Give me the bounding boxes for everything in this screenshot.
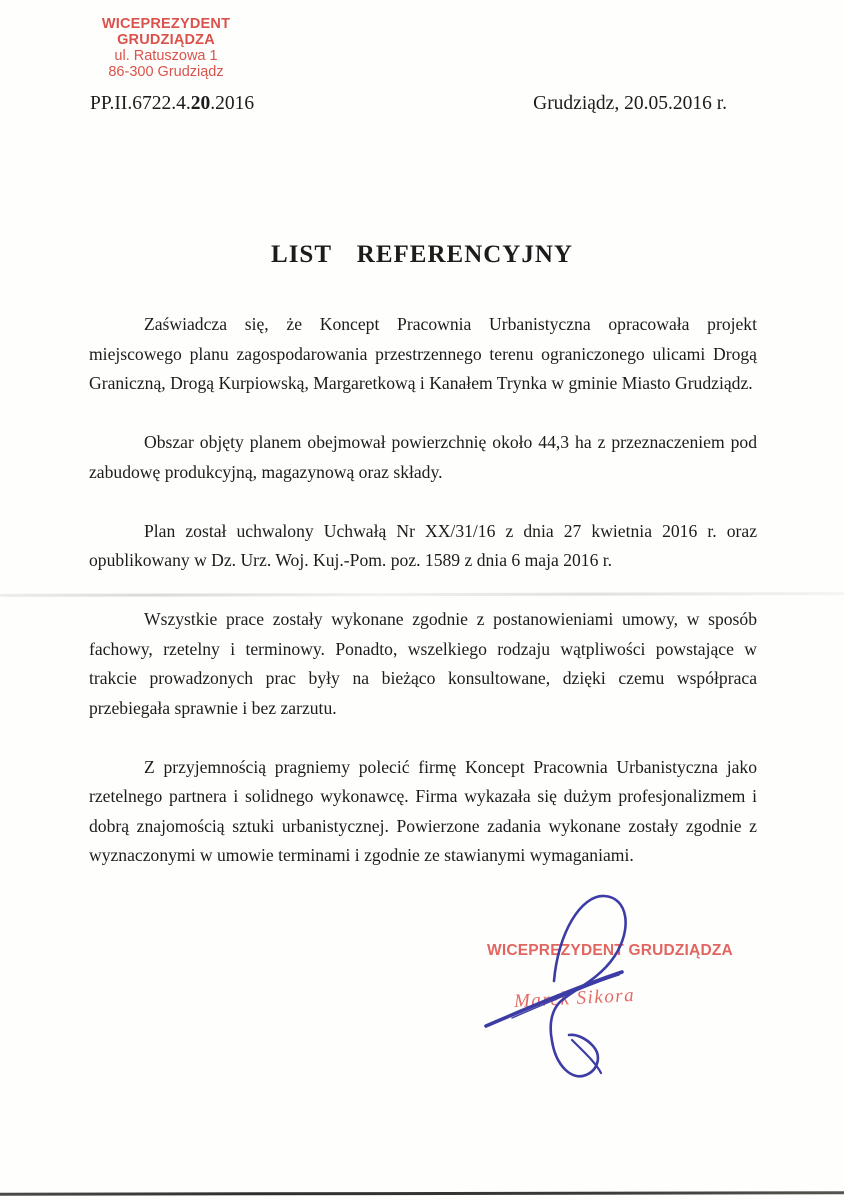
- signature-block: [440, 880, 740, 1110]
- scan-edge-line: [0, 1191, 844, 1195]
- reference-prefix: PP.II.6722.4.: [90, 93, 191, 114]
- body-paragraph: [89, 605, 757, 723]
- body-paragraph: [89, 517, 757, 576]
- document-title: LIST REFERENCYJNY: [271, 241, 573, 268]
- date-line: Grudziądz, 20.05.2016 r.: [533, 93, 727, 114]
- official-stamp-title: WICEPREZYDENT GRUDZIĄDZA: [487, 942, 733, 959]
- handwritten-signature-ink: [460, 880, 733, 1100]
- reference-bold-part: 20: [190, 93, 211, 114]
- text-line: rzetelnego partnera i solidnego wykonawcę. Firma wykazała się dużym profesjonalizmem i: [89, 786, 757, 806]
- text-line: zabudowę produkcyjną, magazynową oraz składy.: [89, 461, 443, 482]
- body-paragraph: [89, 310, 757, 399]
- body-paragraph: [89, 428, 757, 487]
- body-paragraph: [89, 753, 757, 871]
- text-line: Obszar objęty planem obejmował powierzchnię około 44,3 ha z przeznaczeniem pod: [144, 432, 757, 452]
- text-line: Plan został uchwalony Uchwałą Nr XX/31/16 z dnia 27 kwietnia 2016 r. oraz: [144, 520, 757, 541]
- reference-date-row: [90, 93, 727, 115]
- sender-stamp-street: ul. Ratuszowa 1: [114, 48, 218, 64]
- text-line: fachowy, rzetelny i terminowy. Ponadto, wszelkiego rodzaju wątpliwości powstające w: [89, 638, 757, 659]
- text-line: miejscowego planu zagospodarowania przestrzennego terenu ograniczonego ulicami Drogą: [89, 343, 757, 364]
- document-body: [89, 310, 757, 900]
- text-line: Z przyjemnością pragniemy polecić firmę Koncept Pracownia Urbanistyczna jako: [144, 756, 757, 777]
- text-line: trakcie prowadzonych prac były na bieżąco konsultowane, dzięki czemu współpraca: [89, 668, 757, 688]
- reference-number: [90, 93, 254, 115]
- reference-suffix: .2016: [210, 93, 255, 114]
- sender-stamp-city: 86-300 Grudziądz: [108, 64, 224, 80]
- sender-stamp: [58, 16, 274, 80]
- text-line: wyznaczonymi w umowie terminami i zgodnie ze stawianymi wymaganiami.: [89, 845, 634, 865]
- sender-stamp-title: WICEPREZYDENT GRUDZIĄDZA: [101, 16, 231, 48]
- text-line: opublikowany w Dz. Urz. Woj. Kuj.-Pom. poz. 1589 z dnia 6 maja 2016 r.: [89, 550, 613, 570]
- official-stamp-name: Marek Sikora: [513, 984, 636, 1013]
- text-line: przebiegała sprawnie i bez zarzutu.: [89, 697, 337, 718]
- text-line: Graniczną, Drogą Kurpiowską, Margaretkową i Kanałem Trynka w gminie Miasto Grudziądz.: [89, 373, 753, 393]
- text-line: Zaświadcza się, że Koncept Pracownia Urbanistyczna opracowała projekt: [144, 314, 757, 334]
- text-line: dobrą znajomością sztuki urbanistycznej. Powierzone zadania wykonane zostały zgodnie z: [89, 815, 757, 836]
- text-line: Wszystkie prace zostały wykonane zgodnie z postanowieniami umowy, w sposób: [144, 609, 757, 629]
